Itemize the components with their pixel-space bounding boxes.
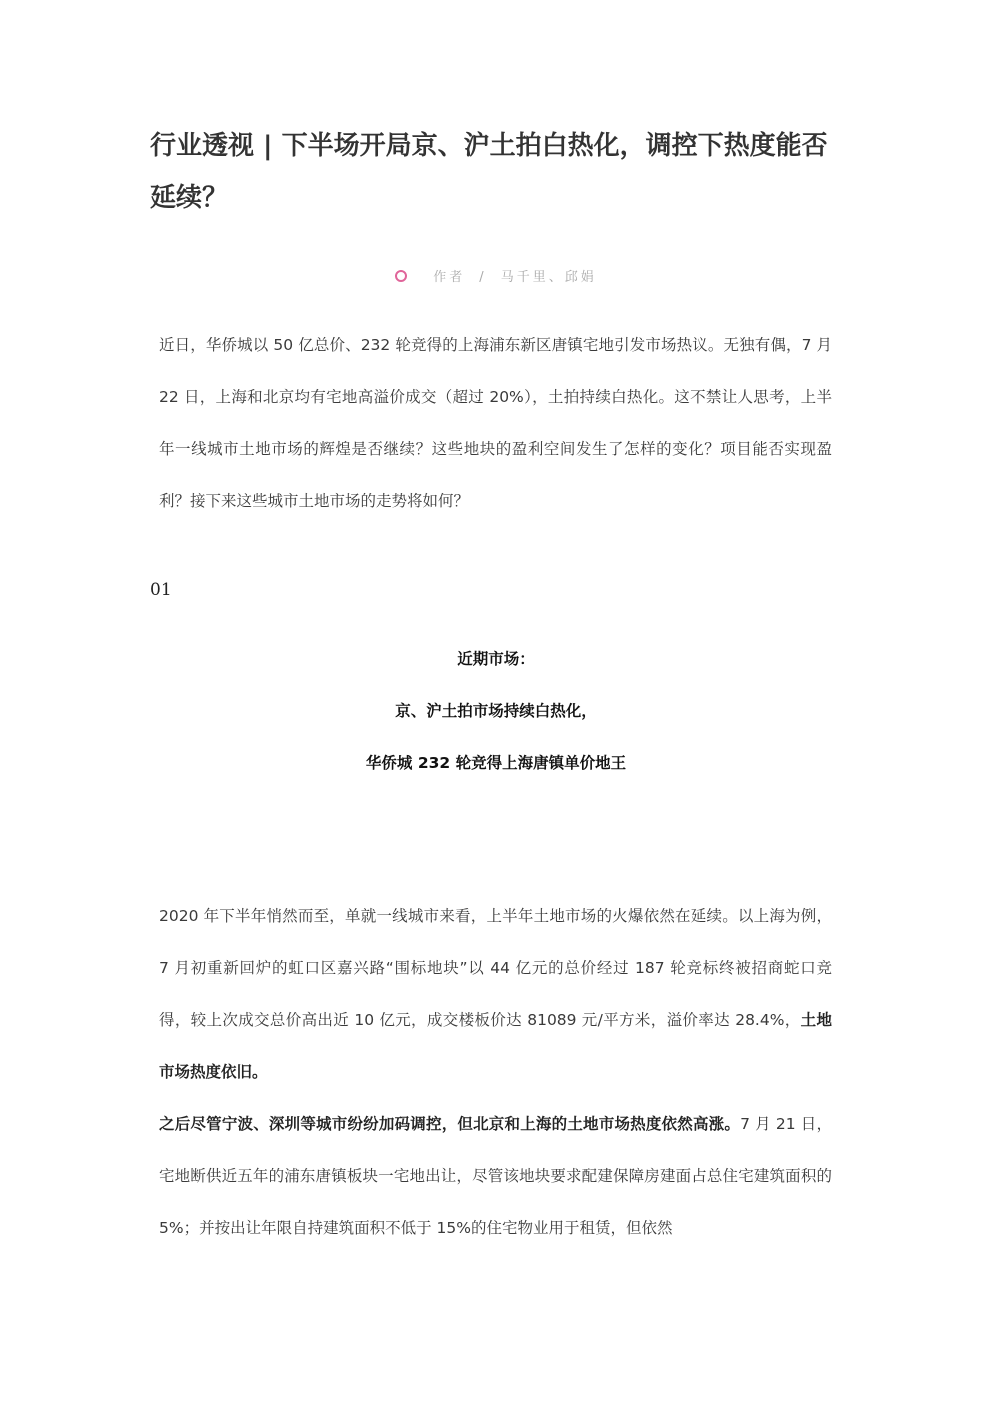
- section-heading-line-3: 华侨城 232 轮竞得上海唐镇单价地王: [365, 754, 627, 772]
- body-paragraph-2-text: 7 月 21 日，宅地断供近五年的浦东唐镇板块一宅地出让，尽管该地块要求配建保障房建面占总住宅建筑面积的 5%；并按出让年限自持建筑面积不低于 15%的住宅物业用于租赁，但依然: [159, 1115, 832, 1237]
- section-heading-line-1: 近期市场：: [457, 650, 535, 668]
- article-title: 行业透视 | 下半场开局京、沪土拍白热化，调控下热度能否延续？: [150, 131, 828, 213]
- body-paragraph-1-text: 2020 年下半年悄然而至，单就一线城市来看，上半年土地市场的火爆依然在延续。以上海为例，7 月初重新回炉的虹口区嘉兴路“围标地块”以 44 亿元的总价经过 187 轮竞标终被招商蛇口竞得，较上次成交总价高出近 10 亿元，成交楼板价达 81089 元/平方米，溢价率达 28.4%，: [159, 907, 832, 1029]
- body-paragraph-2-emphasis: 之后尽管宁波、深圳等城市纷纷加码调控，但北京和上海的土地市场热度依然高涨。: [159, 1115, 741, 1133]
- body-paragraph-1: [159, 890, 832, 1098]
- circle-dot-icon: [395, 270, 407, 282]
- body-paragraph-2: [159, 1098, 832, 1254]
- byline-separator: /: [479, 270, 487, 285]
- body-paragraph-1-emphasis: 土地市场热度依旧。: [159, 1011, 832, 1081]
- intro-paragraph: 近日，华侨城以 50 亿总价、232 轮竞得的上海浦东新区唐镇宅地引发市场热议。无独有偶，7 月 22 日，上海和北京均有宅地高溢价成交（超过 20%），土拍持续白热化。这不禁让人思考，上半年一线城市土地市场的辉煌是否继续？这些地块的盈利空间发生了怎样的变化？项目能否实现盈利？接下来这些城市土地市场的走势将如何？: [159, 336, 832, 510]
- author-names: 马千里、邱娟: [500, 270, 597, 285]
- section-number: 01: [150, 580, 172, 600]
- section-heading-line-2: 京、沪土拍市场持续白热化，: [395, 702, 597, 720]
- byline: [0, 266, 992, 285]
- author-label: 作者: [433, 270, 466, 285]
